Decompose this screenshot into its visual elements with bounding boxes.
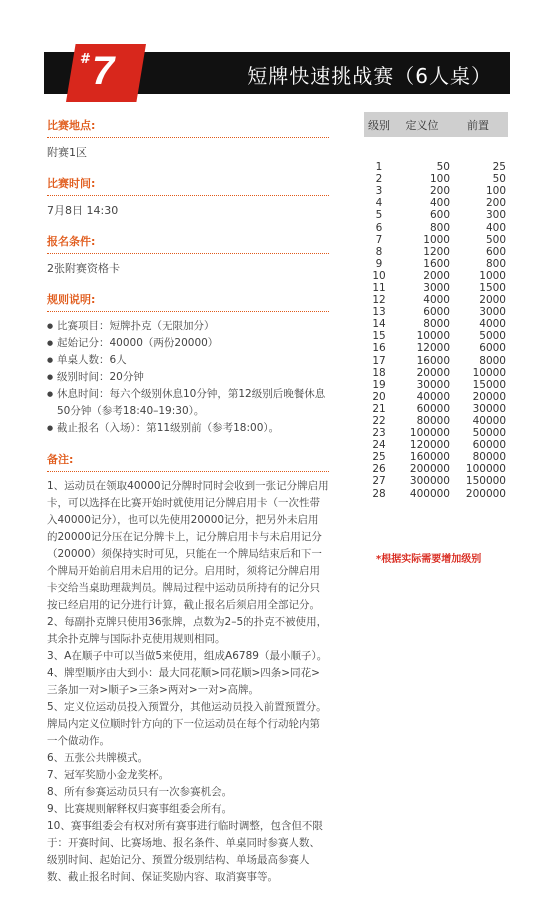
- table-row: [364, 342, 508, 354]
- header-ante: 前置: [467, 118, 489, 132]
- table-cell: 400: [485, 221, 506, 234]
- table-cell: 200: [429, 185, 450, 198]
- table-cell: 20000: [416, 366, 450, 379]
- table-cell: 2: [375, 173, 383, 186]
- table-row: [364, 391, 508, 403]
- table-row: [364, 246, 508, 258]
- table-cell: 22: [372, 415, 386, 428]
- table-cell: 1000: [423, 233, 450, 246]
- rule-item: ● 休息时间：每六个级别休息10分钟，第12级别后晚餐休息50分钟（参考18:40–19:30）。: [47, 386, 329, 420]
- table-cell: 50: [492, 173, 506, 186]
- table-row: [364, 282, 508, 294]
- note-item: 4、牌型顺序由大到小：最大同花顺>同花顺>四条>同花>三条加一对>顺子>三条>两对>一对>高牌。: [47, 667, 320, 696]
- table-row: [364, 318, 508, 330]
- table-cell: 60000: [416, 402, 450, 415]
- table-cell: 18: [372, 366, 386, 379]
- table-cell: 120000: [409, 439, 450, 452]
- table-cell: 100000: [465, 463, 506, 476]
- table-cell: 100000: [409, 427, 450, 440]
- note-item: 1、运动员在领取40000记分牌时同时会收到一张记分牌启用卡，可以选择在比赛开始时就使用记分牌启用卡（一次性带入40000记分），也可以先使用20000记分，把另外未启用的20000记分压在记分牌卡上，记分牌启用卡与未启用记分（20000）须保持实时可见，只能在一个牌局结束后和下一个牌局开始前启用未启用的记分。启用时，须将记分牌启用卡交给当桌助理裁判员。牌局过程中运动员所持有的记分只按已经启用的记分进行计算，截止报名后须启用全部记分。: [47, 480, 329, 611]
- table-row: [364, 475, 508, 487]
- note-item: 6、五张公共牌模式。: [47, 752, 149, 764]
- header-big-blind: 定义位: [405, 118, 439, 132]
- table-cell: 28: [372, 487, 386, 500]
- badge-hash: #: [80, 52, 91, 67]
- table-cell: 10000: [472, 366, 506, 379]
- table-row: [364, 221, 508, 233]
- table-row: [364, 463, 508, 475]
- table-cell: 1: [375, 161, 383, 174]
- blind-structure-table: [364, 112, 508, 500]
- location-value: 附赛1区: [47, 146, 87, 159]
- table-cell: 9: [375, 257, 383, 270]
- table-cell: 400000: [409, 487, 450, 500]
- table-cell: 17: [372, 354, 386, 367]
- table-cell: 20000: [472, 390, 506, 403]
- table-cell: 3: [375, 185, 383, 198]
- table-cell: 12: [372, 294, 386, 307]
- table-row: [364, 488, 508, 500]
- location-label: 比赛地点:: [47, 117, 329, 138]
- table-cell: 1200: [423, 245, 450, 258]
- table-cell: 30000: [416, 378, 450, 391]
- table-note: *根据实际需要增加级别: [376, 554, 482, 565]
- event-number: 7: [92, 49, 115, 93]
- table-row: [364, 306, 508, 318]
- notes-section: [47, 451, 329, 886]
- table-cell: 50: [436, 161, 450, 174]
- table-cell: 8: [375, 245, 383, 258]
- table-cell: 25: [372, 451, 386, 464]
- table-row: [364, 258, 508, 270]
- table-row: [364, 270, 508, 282]
- table-cell: 200000: [465, 487, 506, 500]
- table-cell: 6000: [479, 342, 506, 355]
- page-title: 短牌快速挑战赛（6人桌）: [247, 64, 492, 88]
- table-cell: 300: [485, 209, 506, 222]
- table-cell: 26: [372, 463, 386, 476]
- table-cell: 200: [485, 197, 506, 210]
- entry-section: [47, 233, 329, 277]
- table-cell: 200000: [409, 463, 450, 476]
- table-cell: 10: [372, 269, 386, 282]
- table-cell: 1000: [479, 269, 506, 282]
- table-row: [364, 161, 508, 173]
- header-level: 级别: [368, 118, 390, 132]
- table-cell: 100: [485, 185, 506, 198]
- table-row: [364, 427, 508, 439]
- table-cell: 16: [372, 342, 386, 355]
- table-cell: 6000: [423, 306, 450, 319]
- time-value: 7月8日 14:30: [47, 204, 119, 217]
- table-cell: 13: [372, 306, 386, 319]
- entry-label: 报名条件:: [47, 233, 329, 254]
- table-row: [364, 367, 508, 379]
- table-row: [364, 209, 508, 221]
- table-cell: 800: [429, 221, 450, 234]
- table-cell: 4: [375, 197, 383, 210]
- table-cell: 1500: [479, 281, 506, 294]
- table-cell: 20: [372, 390, 386, 403]
- table-row: [364, 185, 508, 197]
- table-row: [364, 415, 508, 427]
- note-item: 9、比赛规则解释权归赛事组委会所有。: [47, 803, 233, 815]
- rules-list: [47, 318, 329, 437]
- table-row: [364, 197, 508, 209]
- table-cell: 5000: [479, 330, 506, 343]
- table-row: [364, 173, 508, 185]
- rule-item: ● 级别时间：20分钟: [47, 369, 329, 386]
- time-label: 比赛时间:: [47, 175, 329, 196]
- table-cell: 40000: [416, 390, 450, 403]
- table-cell: 80000: [472, 451, 506, 464]
- table-cell: 4000: [479, 318, 506, 331]
- table-cell: 24: [372, 439, 386, 452]
- table-row: [364, 451, 508, 463]
- rule-item: ● 截止报名（入场）：第11级别前（参考18:00）。: [47, 420, 329, 437]
- table-cell: 16000: [416, 354, 450, 367]
- table-cell: 8000: [423, 318, 450, 331]
- note-item: 3、A在顺子中可以当做5来使用，组成A6789（最小顺子）。: [47, 650, 328, 662]
- table-cell: 19: [372, 378, 386, 391]
- table-cell: 6: [375, 221, 383, 234]
- table-cell: 300000: [409, 475, 450, 488]
- table-cell: 100: [429, 173, 450, 186]
- table-row: [364, 379, 508, 391]
- location-section: [47, 117, 329, 161]
- table-cell: 1600: [423, 257, 450, 270]
- table-header: [364, 112, 508, 137]
- table-cell: 30000: [472, 402, 506, 415]
- note-item: 5、定义位运动员投入预置分，其他运动员投入前置预置分。牌局内定义位顺时针方向的下一位运动员在每个行动轮内第一个做动作。: [47, 701, 327, 747]
- table-cell: 7: [375, 233, 383, 246]
- table-row: [364, 355, 508, 367]
- rules-section: [47, 291, 329, 437]
- table-cell: 27: [372, 475, 386, 488]
- table-cell: 14: [372, 318, 386, 331]
- entry-value: 2张附赛资格卡: [47, 262, 120, 275]
- table-cell: 600: [429, 209, 450, 222]
- table-cell: 60000: [472, 439, 506, 452]
- table-cell: 12000: [416, 342, 450, 355]
- table-cell: 50000: [472, 427, 506, 440]
- table-cell: 500: [485, 233, 506, 246]
- rule-item: ● 单桌人数：6人: [47, 352, 329, 369]
- notes-label: 备注:: [47, 451, 329, 472]
- table-body: [364, 161, 508, 500]
- table-row: [364, 403, 508, 415]
- table-cell: 5: [375, 209, 383, 222]
- note-item: 7、冠军奖励小金龙奖杯。: [47, 769, 170, 781]
- table-cell: 8000: [479, 354, 506, 367]
- table-cell: 80000: [416, 415, 450, 428]
- table-cell: 400: [429, 197, 450, 210]
- table-cell: 25: [492, 161, 506, 174]
- table-cell: 15: [372, 330, 386, 343]
- table-cell: 2000: [479, 294, 506, 307]
- table-cell: 21: [372, 402, 386, 415]
- note-item: 2、每副扑克牌只使用36张牌，点数为2–5的扑克不被使用，其余扑克牌与国际扑克使用规则相同。: [47, 616, 328, 645]
- table-row: [364, 294, 508, 306]
- table-row: [364, 439, 508, 451]
- table-cell: 3000: [423, 281, 450, 294]
- table-cell: 15000: [472, 378, 506, 391]
- event-details: [47, 117, 329, 900]
- table-row: [364, 330, 508, 342]
- table-cell: 40000: [472, 415, 506, 428]
- table-row: [364, 234, 508, 246]
- table-cell: 10000: [416, 330, 450, 343]
- table-cell: 23: [372, 427, 386, 440]
- note-item: 8、所有参赛运动员只有一次参赛机会。: [47, 786, 233, 798]
- table-cell: 600: [485, 245, 506, 258]
- table-cell: 160000: [409, 451, 450, 464]
- table-cell: 3000: [479, 306, 506, 319]
- rules-label: 规则说明:: [47, 291, 329, 312]
- time-section: [47, 175, 329, 219]
- table-cell: 4000: [423, 294, 450, 307]
- table-cell: 11: [372, 281, 386, 294]
- rule-item: ● 比赛项目：短牌扑克（无限加分）: [47, 318, 329, 335]
- table-cell: 800: [485, 257, 506, 270]
- note-item: 10、赛事组委会有权对所有赛事进行临时调整，包含但不限于：开赛时间、比赛场地、报名条件、单桌同时参赛人数、级别时间、起始记分、预置分级别结构、单场最高参赛人数、截止报名时间、保证奖励内容、取消赛事等。: [47, 820, 323, 883]
- rule-item: ● 起始记分：40000（两份20000）: [47, 335, 329, 352]
- table-cell: 150000: [465, 475, 506, 488]
- table-cell: 2000: [423, 269, 450, 282]
